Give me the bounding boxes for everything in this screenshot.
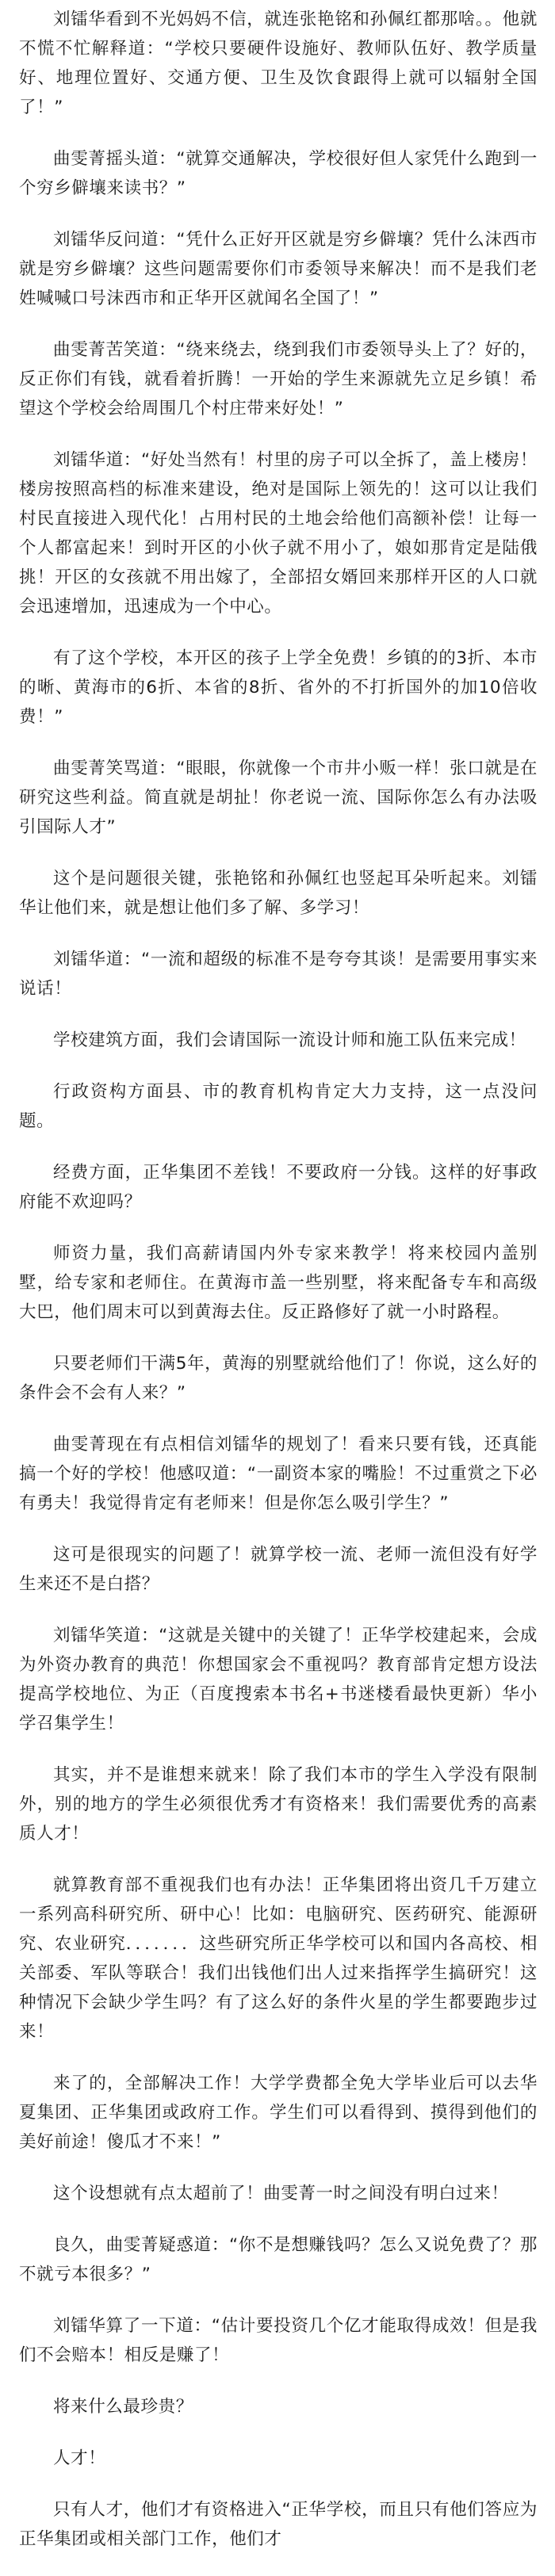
paragraph: 刘镭华道：“一流和超级的标准不是夸夸其谈！是需要用事实来说话！ — [19, 950, 538, 999]
paragraph: 有了这个学校，本开区的孩子上学全免费！乡镇的的3折、本市的晰、黄海市的6折、本省的8折、省外的不打折国外的加10倍收费！” — [19, 648, 538, 727]
article-body — [19, 5, 538, 2576]
paragraph: 来了的，全部解决工作！大学学费都全免大学毕业后可以去华夏集团、正华集团或政府工作。学生们可以看得到、摸得到他们的美好前途！傻瓜才不来！” — [19, 2073, 538, 2152]
paragraph: 曲雯菁现在有点相信刘镭华的规划了！看来只要有钱，还真能搞一个好的学校！他感叹道：“一副资本家的嘴脸！不过重赏之下必有勇夫！我觉得肯定有老师来！但是你怎么吸引学生？” — [19, 1435, 538, 1513]
paragraph: 这个是问题很关键，张艳铭和孙佩红也竖起耳朵听起来。刘镭华让他们来，就是想让他们多了解、多学习！ — [19, 869, 538, 918]
paragraph: 将来什么最珍贵？ — [53, 2397, 193, 2417]
paragraph: 其实，并不是谁想来就来！除了我们本市的学生入学没有限制外，别的地方的学生必须很优秀才有资格来！我们需要优秀的高素质人才！ — [19, 1765, 538, 1844]
paragraph: 只要老师们干满5年，黄海的别墅就给他们了！你说，这么好的条件会不会有人来？” — [19, 1354, 538, 1403]
paragraph: 行政资构方面县、市的教育机构肯定大力支持，这一点没问题。 — [19, 1082, 538, 1131]
paragraph: 刘镭华看到不光妈妈不信，就连张艳铭和孙佩红都那啥。。他就不慌不忙解释道：“学校只要硬件设施好、教师队伍好、教学质量好、地理位置好、交通方便、卫生及饮食跟得上就可以辐射全国了！” — [19, 10, 538, 117]
paragraph: 只有人才，他们才有资格进入“正华学校，而且只有他们答应为正华集团或相关部门工作，他们才 — [19, 2500, 538, 2549]
paragraph: 这可是很现实的问题了！就算学校一流、老师一流但没有好学生来还不是白搭？ — [19, 1545, 538, 1594]
paragraph: 曲雯菁摇头道：“就算交通解决，学校很好但人家凭什么跑到一个穷乡僻壤来读书？” — [19, 149, 538, 198]
paragraph: 良久，曲雯菁疑惑道：“你不是想赚钱吗？怎么又说免费了？那不就亏本很多？” — [19, 2235, 538, 2284]
paragraph: 刘镭华笑道：“这就是关键中的关键了！正华学校建起来，会成为外资办教育的典范！你想国家会不重视吗？教育部肯定想方设法提高学校地位、为正（百度搜索本书名+书迷楼看最快更新）华小学召集学生！ — [19, 1626, 538, 1733]
paragraph: 这个设想就有点太超前了！曲雯菁一时之间没有明白过来！ — [53, 2184, 509, 2203]
paragraph: 人才！ — [53, 2448, 106, 2468]
paragraph: 刘镭华算了一下道：“估计要投资几个亿才能取得成效！但是我们不会赔本！相反是赚了！ — [19, 2316, 538, 2365]
paragraph: 刘镭华道：“好处当然有！村里的房子可以全拆了，盖上楼房！楼房按照高档的标准来建设，绝对是国际上领先的！这可以让我们村民直接进入现代化！占用村民的土地会给他们高额补偿！让每一个人都富起来！到时开区的小伙子就不用小了，娘如那肯定是陆俄挑！开区的女孩就不用出嫁了，全部招女婿回来那样开区的人口就会迅速增加，迅速成为一个中心。 — [19, 450, 538, 617]
paragraph: 经费方面，正华集团不差钱！不要政府一分钱。这样的好事政府能不欢迎吗？ — [19, 1163, 538, 1212]
paragraph: 学校建筑方面，我们会请国际一流设计师和施工队伍来完成！ — [53, 1030, 526, 1050]
paragraph: 刘镭华反问道：“凭什么正好开区就是穷乡僻壤？凭什么沫西市就是穷乡僻壤？这些问题需要你们市委领导来解决！而不是我们老姓喊喊口号沫西市和正华开区就闻名全国了！” — [19, 230, 538, 308]
paragraph: 师资力量，我们高薪请国内外专家来教学！将来校园内盖别墅，给专家和老师住。在黄海市盖一些别墅，将来配备专车和高级大巴，他们周末可以到黄海去住。反正路修好了就一小时路程。 — [19, 1244, 538, 1322]
paragraph: 曲雯菁笑骂道：“眼眼，你就像一个市井小贩一样！张口就是在研究这些利益。简直就是胡扯！你老说一流、国际你怎么有办法吸引国际人才” — [19, 759, 538, 837]
paragraph: 曲雯菁苦笑道：“绕来绕去，绕到我们市委领导头上了？好的，反正你们有钱，就看着折腾！一开始的学生来源就先立足乡镇！希望这个学校会给周围几个村庄带来好处！” — [19, 340, 538, 419]
paragraph: 就算教育部不重视我们也有办法！正华集团将出资几千万建立一系列高科研究所、研中心！比如：电脑研究、医药研究、能源研究、农业研究．．．．．．．这些研究所正华学校可以和国内各高校、相关部委、军队等联合！我们出钱他们出人过来指挥学生搞研究！这种情况下会缺少学生吗？有了这么好的条件火星的学生都要跑步过来！ — [19, 1875, 538, 2042]
